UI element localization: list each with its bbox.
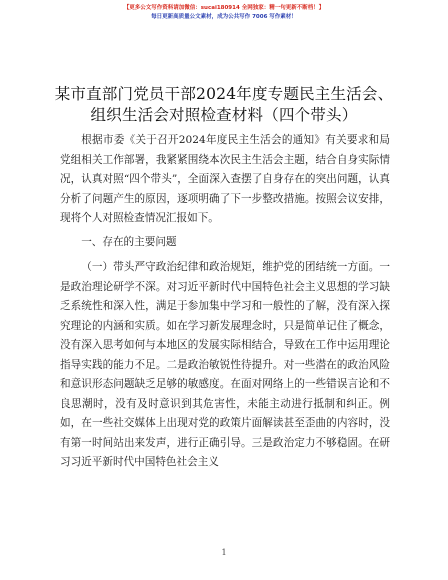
promo-banner [0,4,448,22]
subsection-paragraph: （一）带头严守政治纪律和政治规矩，维护党的团结统一方面。一是政治理论研学不深。对习近平新时代中国特色社会主义思想的学习缺乏系统性和深入性，满足于参加集中学习和一般性的了解，没有深入探究理论的内涵和实质。如在学习新发展理念时，只是简单记住了概念，没有深入思考如何与本地区的发展实际相结合，导致在工作中运用理论指导实践的能力不足。二是政治敏锐性待提升。对一些潜在的政治风险和意识形态问题缺乏足够的敏感度。在面对网络上的一些错误言论和不良思潮时，没有及时意识到其危害性，未能主动进行抵制和纠正。例如，在一些社交媒体上出现对党的政策片面解读甚至歪曲的内容时，没有第一时间站出来发声，进行正确引导。三是政治定力不够稳固。在研习习近平新时代中国特色社会主义 [60,261,390,468]
section-heading: 一、存在的主要问题 [81,235,177,248]
document-title: 某市直部门党员干部2024年度专题民主生活会、组织生活会对照检查材料（四个带头） [54,85,394,124]
intro-paragraph: 根据市委《关于召开2024年度民主生活会的通知》有关要求和局党组相关工作部署，我紧紧围绕本次民主生活会主题，结合自身实际情况，认真对照“四个带头”，全面深入查摆了自身存在的突出问题，认真分析了问题产生的原因，逐项明确了下一步整改措施。按照会议安排，现将个人对照检查情况汇报如下。 [60,134,390,224]
banner-line-2: 每日更新高质量公文素材，成为公共写作 7006 写作素材！ [151,14,297,20]
banner-line-1: 【更多公文写作资料请加微信：sucai180914 全网独家：精一句更新不断档！】 [123,5,325,11]
document-body [60,131,390,473]
page-number: 1 [221,548,227,557]
